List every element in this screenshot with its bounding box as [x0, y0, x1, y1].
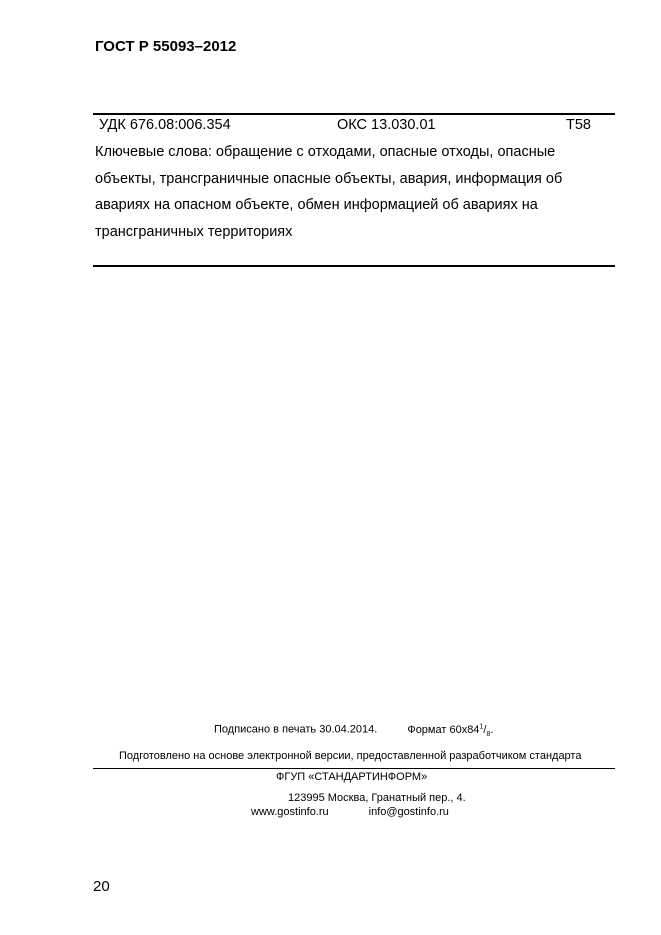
- bottom-divider: [93, 768, 615, 769]
- paper-format: [407, 724, 493, 736]
- publisher-name: ФГУП «СТАНДАРТИНФОРМ»: [276, 771, 428, 783]
- page-number: 20: [93, 878, 110, 895]
- format-denominator: 8: [486, 730, 491, 738]
- middle-divider: [93, 265, 615, 267]
- keywords-line: Ключевые слова: обращение с отходами, опасные отходы, опасные: [95, 144, 556, 160]
- imprint-signed-row: [214, 723, 493, 738]
- keywords-line: авариях на опасном объекте, обмен информацией об авариях на: [95, 197, 538, 213]
- publisher-contacts: [251, 806, 449, 818]
- format-slash: /: [483, 723, 487, 736]
- top-divider: [93, 113, 615, 115]
- format-suffix: .: [490, 723, 494, 736]
- keywords-paragraph: [95, 139, 615, 245]
- udk-code: УДК 676.08:006.354: [99, 117, 231, 133]
- prepared-note: Подготовлено на основе электронной версии, предоставленной разработчиком стандарта: [119, 750, 582, 762]
- oks-code: ОКС 13.030.01: [337, 117, 436, 133]
- publisher-address: 123995 Москва, Гранатный пер., 4.: [288, 792, 466, 804]
- email-link[interactable]: info@gostinfo.ru: [368, 806, 449, 818]
- format-prefix: Формат 60х84: [407, 723, 480, 736]
- t-code: Т58: [566, 117, 591, 133]
- keywords-line: трансграничных территориях: [95, 223, 293, 240]
- classification-row: [99, 117, 599, 135]
- document-title: ГОСТ Р 55093–2012: [95, 38, 237, 55]
- keywords-line: объекты, трансграничные опасные объекты, авария, информация об: [95, 170, 563, 187]
- format-numerator: 1: [479, 723, 484, 730]
- website-link[interactable]: www.gostinfo.ru: [251, 806, 329, 818]
- signed-date: Подписано в печать 30.04.2014.: [214, 723, 378, 736]
